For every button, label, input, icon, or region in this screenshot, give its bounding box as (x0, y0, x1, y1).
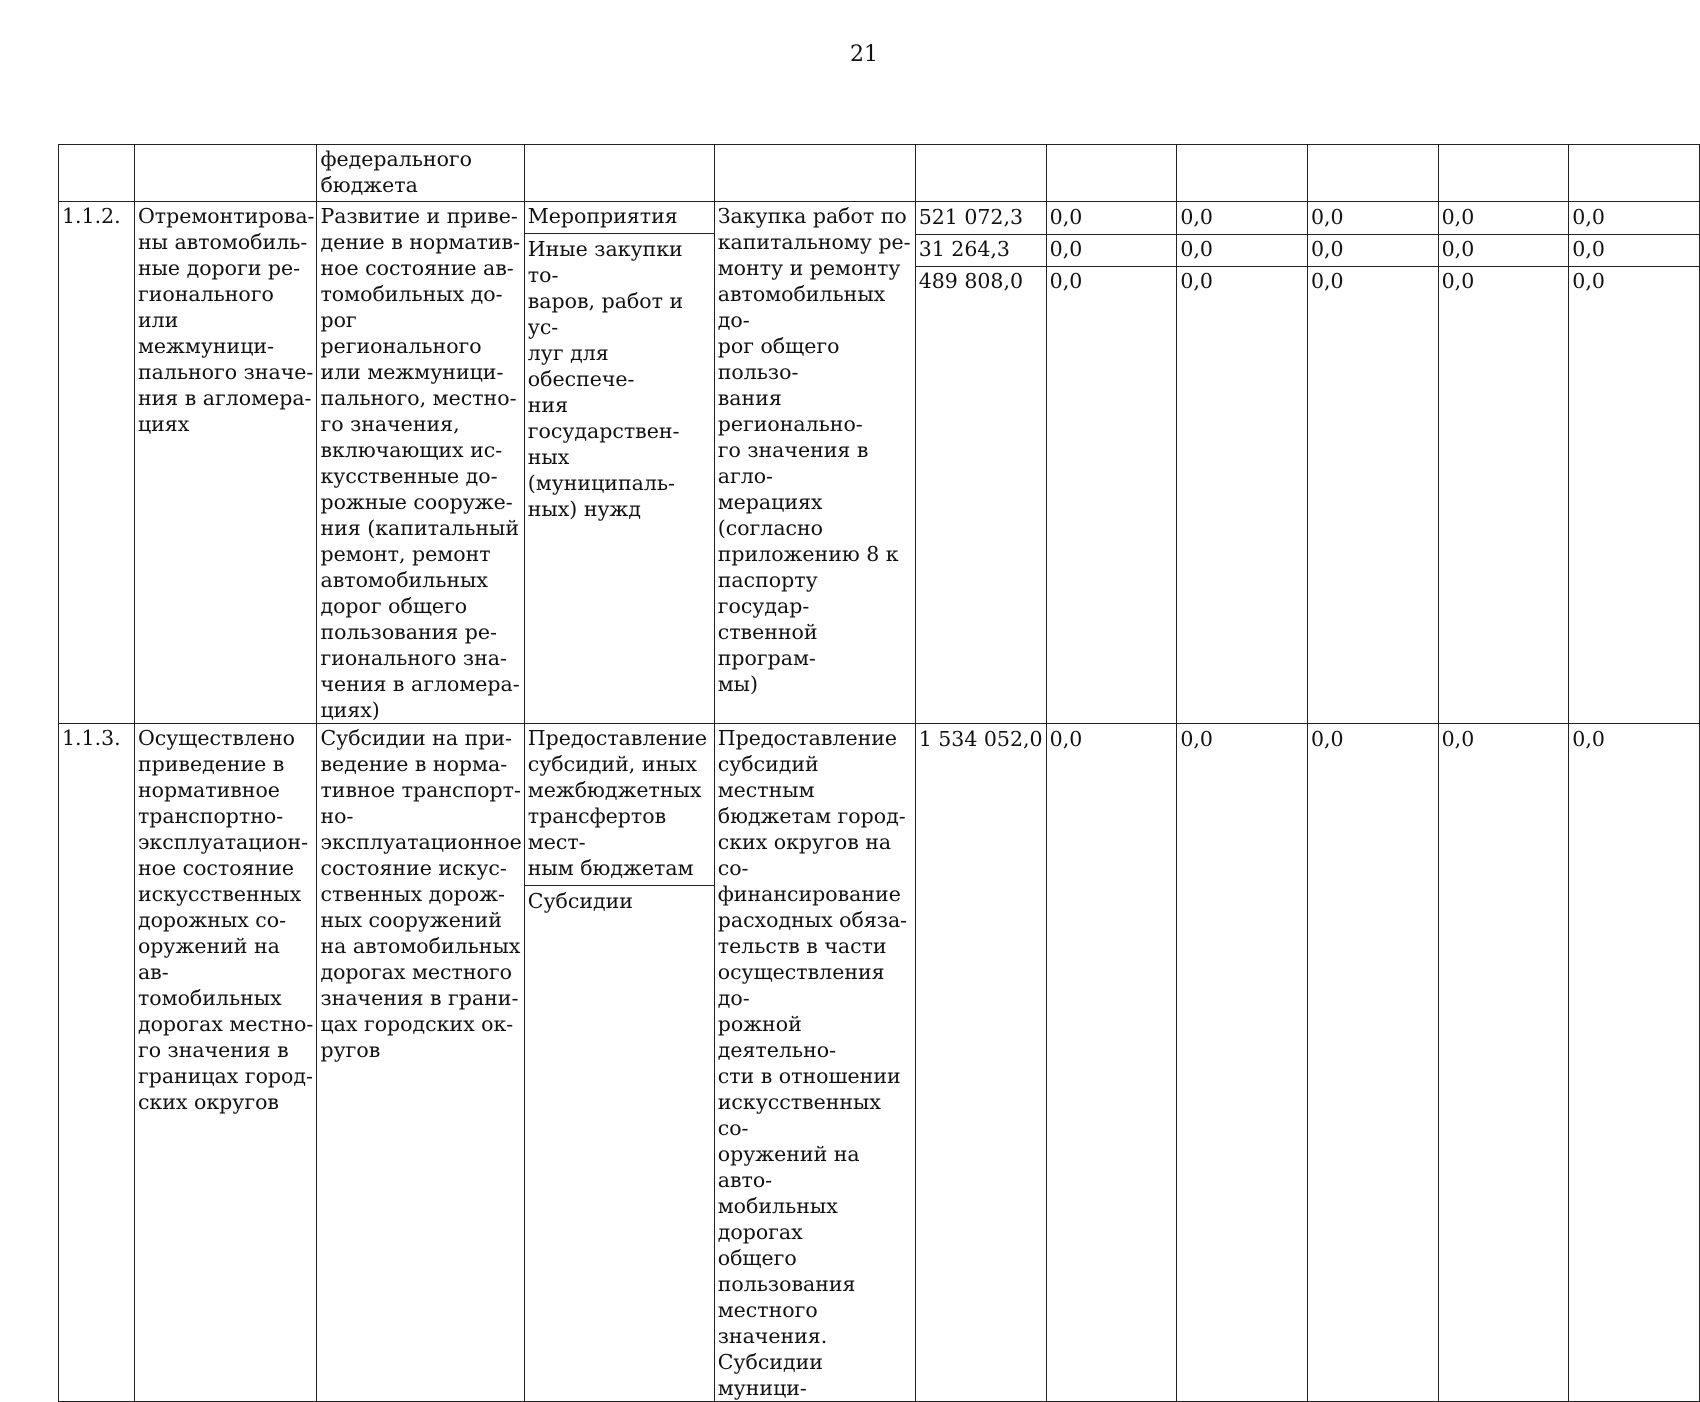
expense-type-cell (524, 202, 714, 724)
result-text: Отремонтирова- ны автомобиль- ные дороги ре- гионального или межмуници- пального значе- ния в агломера- циях (134, 202, 317, 724)
expense-type-main: Мероприятия (527, 204, 678, 228)
cell-source: федерального бюджета (317, 145, 524, 202)
amount-column-1 (915, 724, 1046, 1402)
result-text: Осуществлено приведение в нормативное транспортно- эксплуатацион- ное состояние искусственных дорожных со- оружений на ав- томобильных дорогах местно- го значения в границах город- ских округов (134, 724, 317, 1402)
cell-amount (1177, 145, 1308, 202)
row-number: 1.1.3. (59, 724, 135, 1402)
amount-value: 0,0 (1177, 266, 1307, 298)
amount-value: 0,0 (1569, 266, 1699, 298)
amount-value: 31 264,3 (916, 234, 1046, 266)
budget-table (58, 144, 1700, 1402)
amount-column-5 (1438, 202, 1569, 724)
description-text: Предоставление субсидий местным бюджетам город- ских округов на со- финансирование расходных обяза- тельств в части осуществления до- рожной деятельно- сти в отношении искусственных со- оружений на авто- мобильных дорогах общего пользования местного значения. Субсидии муници- (714, 724, 915, 1402)
amount-value: 0,0 (1439, 234, 1569, 266)
amount-column-4 (1307, 724, 1438, 1402)
expense-type-main: Предоставление субсидий, иных межбюджетных трансфертов мест- ным бюджетам (527, 726, 708, 880)
amount-column-3 (1177, 724, 1308, 1402)
cell-amount (1438, 145, 1569, 202)
amount-value: 0,0 (1047, 266, 1177, 298)
amount-value: 521 072,3 (918, 205, 1024, 229)
amount-value: 0,0 (1177, 234, 1307, 266)
amount-value: 0,0 (1441, 205, 1475, 229)
cell-num (59, 145, 135, 202)
amount-value: 489 808,0 (916, 266, 1046, 298)
row-number: 1.1.2. (59, 202, 135, 724)
description-text: Закупка работ по капитальному ре- монту и ремонту автомобильных до- рог общего пользо- вания регионально- го значения в агло- мерациях (согласно приложению 8 к паспорту государ- ственной програм- мы) (714, 202, 915, 724)
amount-column-1 (915, 202, 1046, 724)
direction-text: Развитие и приве- дение в норматив- ное состояние ав- томобильных до- рог регионального или межмуници- пального, местно- го значения, включающих ис- кусственные до- рожные сооруже- ния (капитальный ремонт, ремонт автомобильных дорог общего пользования ре- гионального зна- чения в агломера- циях) (317, 202, 524, 724)
amount-value: 0,0 (1310, 205, 1344, 229)
cell-amount (1307, 145, 1438, 202)
amount-value: 0,0 (1180, 205, 1213, 229)
page-number: 21 (850, 42, 878, 67)
amount-column-6 (1569, 724, 1700, 1402)
amount-value: 0,0 (1047, 234, 1177, 266)
amount-value: 0,0 (1049, 205, 1083, 229)
direction-text: Субсидии на при- ведение в норма- тивное транспорт- но- эксплуатационное состояние искус- ственных дорож- ных сооружений на автомобильных дорогах местного значения в грани- цах городских ок- ругов (317, 724, 524, 1402)
cell-description (714, 145, 915, 202)
amount-value: 0,0 (1569, 234, 1699, 266)
amount-value: 0,0 (1049, 727, 1083, 751)
amount-value: 1 534 052,0 (918, 727, 1043, 751)
amount-value: 0,0 (1572, 727, 1605, 751)
amount-column-2 (1046, 202, 1177, 724)
cell-amount (1046, 145, 1177, 202)
cell-type (524, 145, 714, 202)
amount-value: 0,0 (1308, 266, 1438, 298)
cell-amount (915, 145, 1046, 202)
cell-result (134, 145, 317, 202)
amount-column-4 (1307, 202, 1438, 724)
expense-type-sub: Субсидии (525, 885, 714, 914)
amount-column-5 (1438, 724, 1569, 1402)
table-row-1-1-3 (59, 724, 1700, 1402)
cell-amount (1569, 145, 1700, 202)
amount-value: 0,0 (1439, 266, 1569, 298)
table-row-1-1-2 (59, 202, 1700, 724)
amount-value: 0,0 (1180, 727, 1213, 751)
amount-value: 0,0 (1572, 205, 1605, 229)
amount-value: 0,0 (1441, 727, 1475, 751)
amount-column-2 (1046, 724, 1177, 1402)
amount-column-3 (1177, 202, 1308, 724)
amount-value: 0,0 (1308, 234, 1438, 266)
amount-value: 0,0 (1310, 727, 1344, 751)
expense-type-cell (524, 724, 714, 1402)
table-row-continuation (59, 145, 1700, 202)
amount-column-6 (1569, 202, 1700, 724)
expense-type-sub: Иные закупки то- варов, работ и ус- луг для обеспече- ния государствен- ных (муниципаль- ных) нужд (525, 233, 714, 522)
